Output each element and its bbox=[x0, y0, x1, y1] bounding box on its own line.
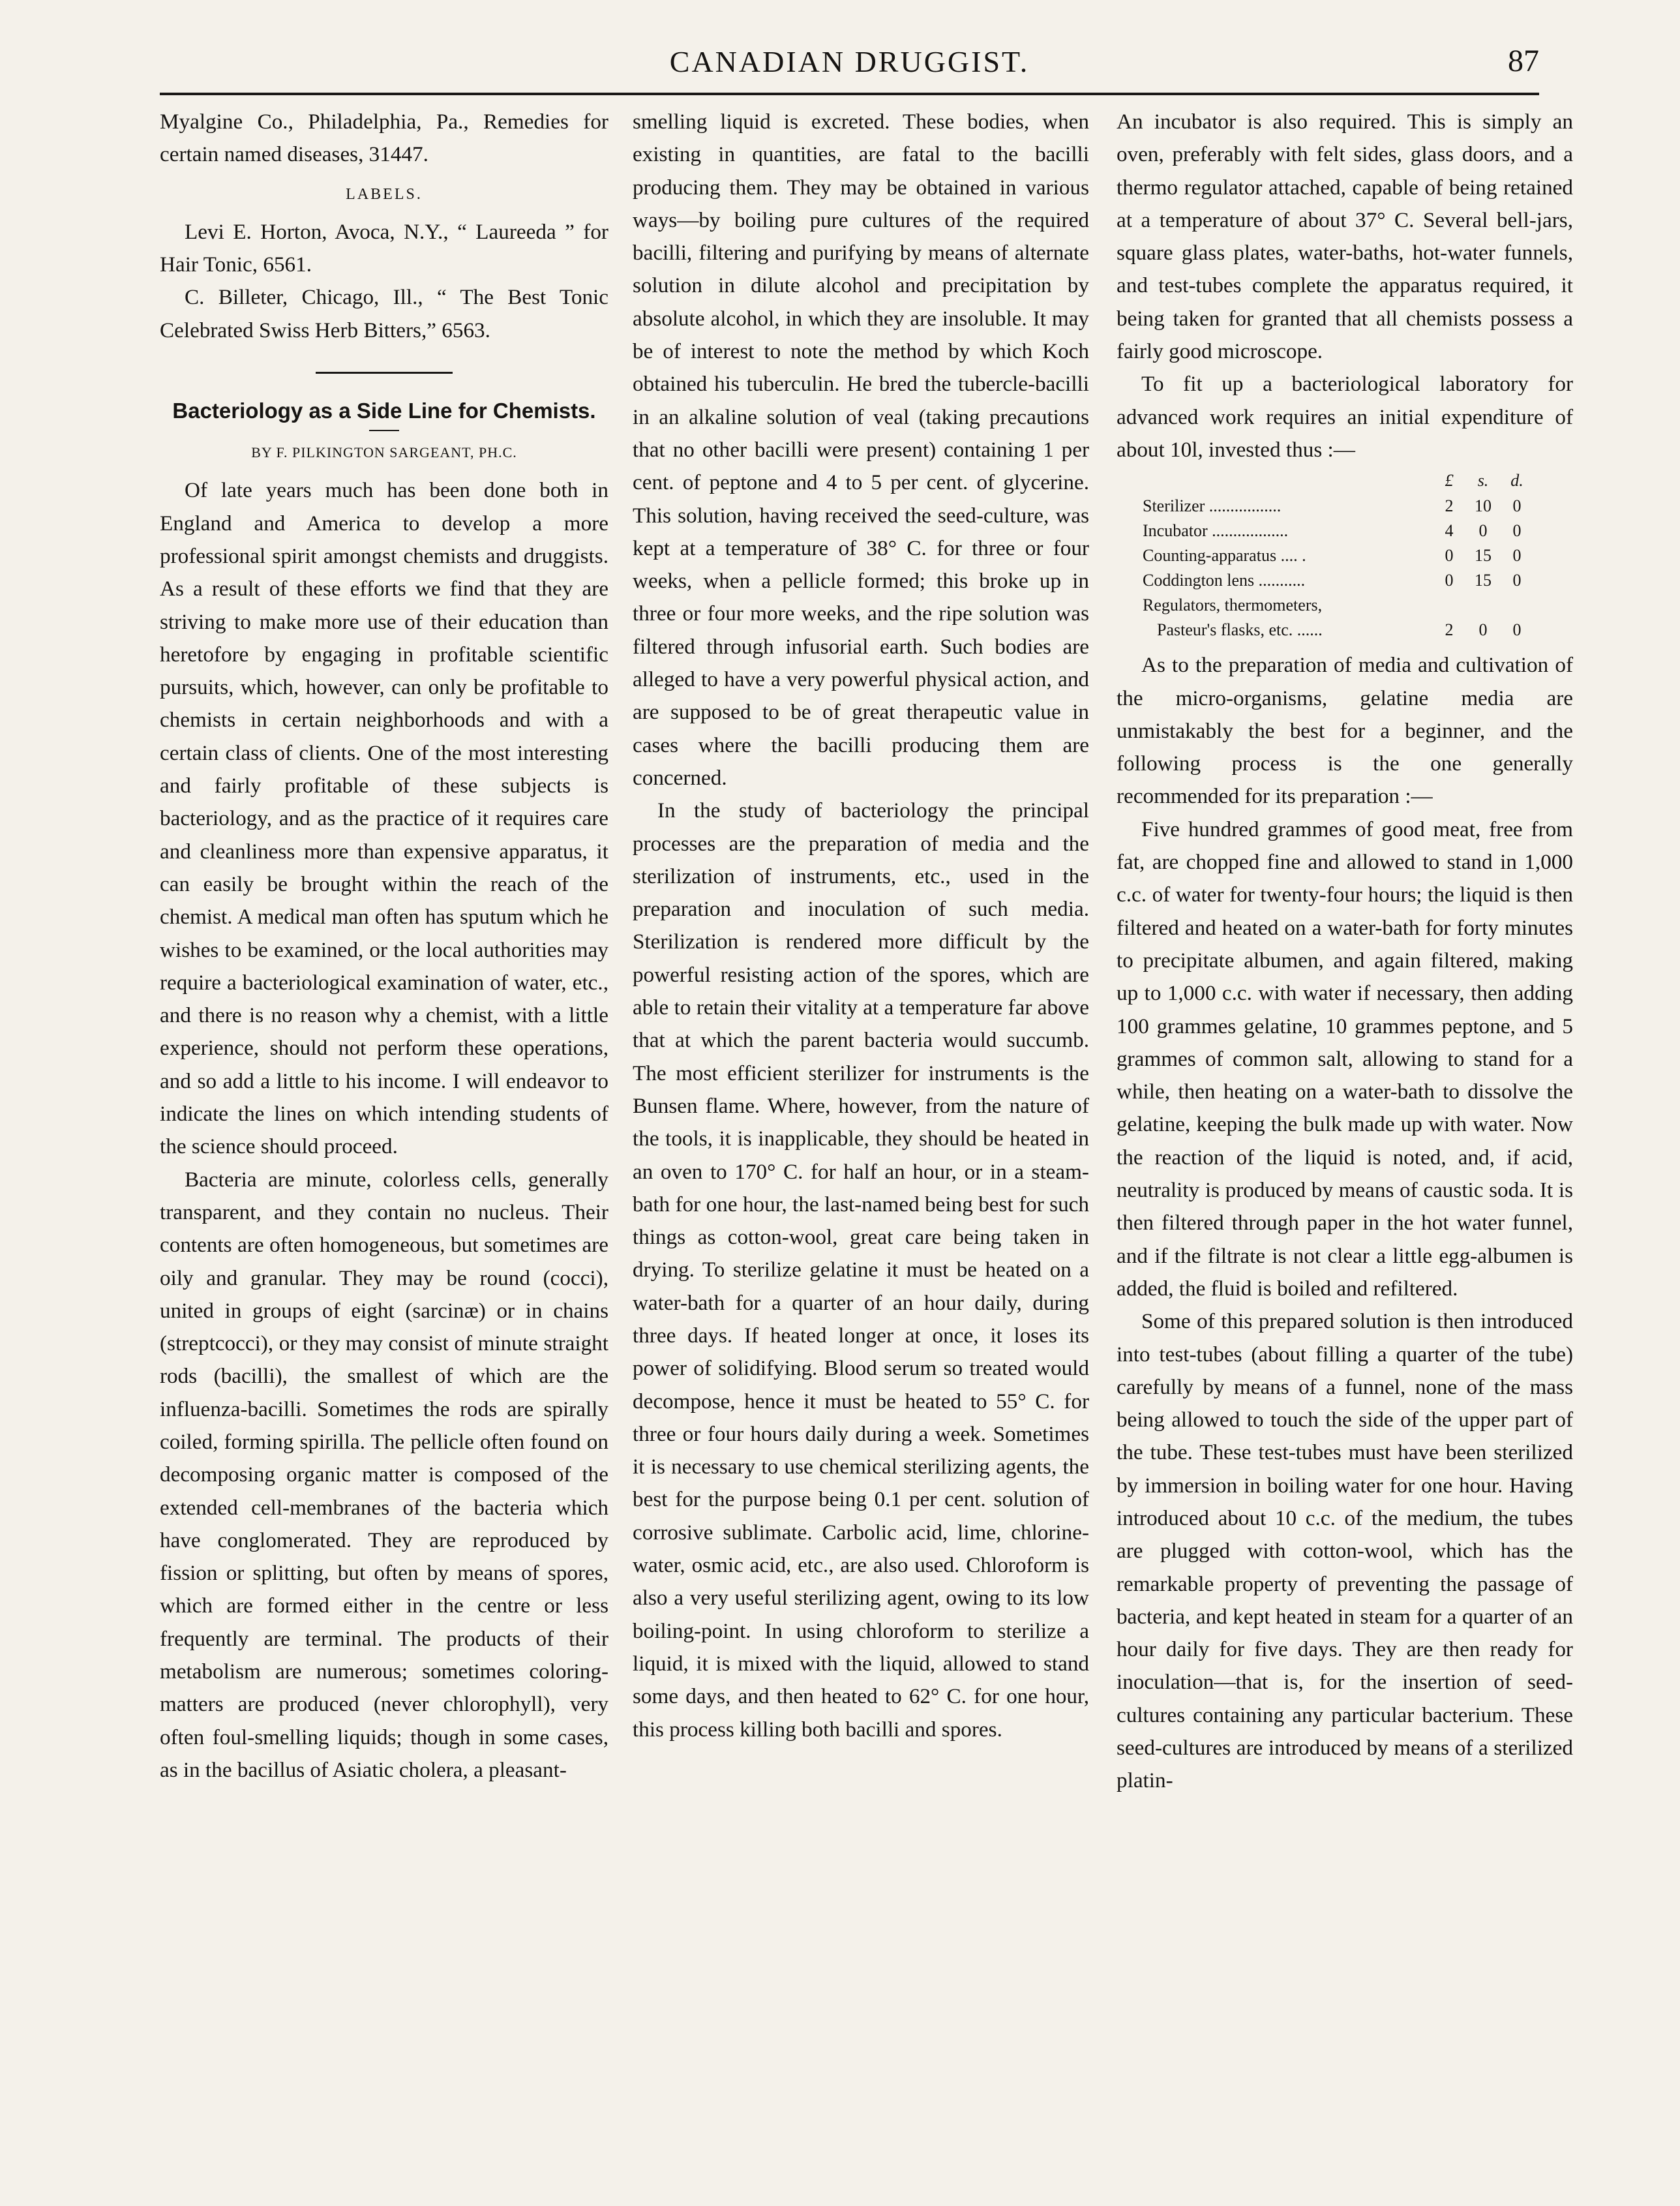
cost-pounds: 4 bbox=[1445, 521, 1454, 541]
cost-shillings: 0 bbox=[1478, 521, 1488, 541]
cost-item: Coddington lens ........... bbox=[1143, 571, 1306, 590]
cost-item: Pasteur's flasks, etc. ...... bbox=[1157, 620, 1323, 640]
cost-pounds: 2 bbox=[1445, 496, 1454, 516]
cost-item: Counting-apparatus .... . bbox=[1143, 546, 1306, 566]
table-row bbox=[1143, 519, 1534, 543]
cost-table bbox=[1143, 468, 1534, 642]
table-row bbox=[1143, 494, 1534, 519]
cost-pence: 0 bbox=[1512, 620, 1522, 640]
cost-pence: 0 bbox=[1512, 496, 1522, 516]
cost-item: Sterilizer ................. bbox=[1143, 496, 1282, 516]
paragraph: As to the preparation of media and cultivation of the micro-organisms, gelatine media are unmistakably the best for a beginner, and the following process is the one generally recommended for its preparation :— bbox=[1117, 653, 1573, 809]
column-1 bbox=[160, 106, 608, 1787]
page-header bbox=[160, 40, 1539, 95]
title-divider bbox=[369, 430, 399, 431]
currency-pounds-header: £ bbox=[1445, 471, 1454, 491]
table-row bbox=[1143, 543, 1534, 568]
currency-shillings-header: s. bbox=[1477, 471, 1489, 491]
cost-item: Regulators, thermometers, bbox=[1143, 596, 1323, 615]
cost-pence: 0 bbox=[1512, 546, 1522, 566]
cost-item: Incubator .................. bbox=[1143, 521, 1289, 541]
cost-shillings: 15 bbox=[1475, 546, 1492, 566]
table-row bbox=[1143, 618, 1534, 642]
paragraph: Of late years much has been done both in England and America to develop a more professional spirit amongst chemists and druggists. As a result of these efforts we find that they are striving to make more use of their education than heretofore by engaging in profitable scientific pursuits, which, however, can only be profitable to chemists in certain neighborhoods and with a certain class of clients. One of the most interesting and fairly profitable of these subjects is bacteriology, and as the practice of it requires care and cleanliness more than expensive apparatus, it can easily be brought within the reach of the chemist. A medical man often has sputum which he wishes to be examined, or the local authorities may require a bacteriological examination of water, etc., and there is no reason why a chemist, with a little experience, should not perform these operations, and so add a little to his income. I will endeavor to indicate the lines on which intending students of the science should proceed. bbox=[160, 478, 608, 1159]
paragraph: Some of this prepared solution is then introduced into test-tubes (about filling a quarter of the tube) carefully by means of a funnel, none of the mass being allowed to touch the side of the upper part of the tube. These test-tubes must have been sterilized by immersion in boiling water for one hour. Having introduced about 10 c.c. of the medium, the tubes are plugged with cotton-wool, which has the remarkable property of preventing the passage of bacteria, and kept heated in steam for a quarter of an hour daily for five days. They are then ready for inoculation—that is, for the insertion of seed-cultures containing any particular bacterium. These seed-cultures are introduced by means of a sterilized platin- bbox=[1117, 1309, 1573, 1793]
column-2 bbox=[633, 106, 1089, 1746]
section-divider bbox=[316, 372, 453, 374]
cost-pounds: 2 bbox=[1445, 620, 1454, 640]
paragraph: An incubator is also required. This is simply an oven, preferably with felt sides, glass doors, and a thermo regulator attached, capable of being retained at a temperature of about 37° C. Several bell-jars, square glass plates, water-baths, hot-water funnels, and test-tubes complete the apparatus required, it being taken for granted that all chemists possess a fairly good microscope. bbox=[1117, 110, 1573, 364]
paragraph: Five hundred grammes of good meat, free from fat, are chopped fine and allowed to stand in 1,000 c.c. of water for twenty-four hours; the liquid is then filtered and heated on a water-bath for forty minutes to precipitate albumen, and again filtered, making up to 1,000 c.c. with water if necessary, then adding 100 grammes gelatine, 10 grammes peptone, and 5 grammes of common salt, allowing to stand for a while, then heating on a water-bath to dissolve the gelatine, keeping the bulk made up with water. Now the reaction of the liquid is noted, and, if acid, neutrality is produced by means of caustic soda. It is then filtered through paper in the hot water funnel, and if the filtrate is not clear a little egg-albumen is added, the fluid is boiled and refiltered. bbox=[1117, 817, 1573, 1301]
table-row bbox=[1143, 568, 1534, 593]
label-entry: Levi E. Horton, Avoca, N.Y., “ Laureeda ” for Hair Tonic, 6561. bbox=[160, 219, 608, 277]
cost-shillings: 10 bbox=[1475, 496, 1492, 516]
trademark-entry: Myalgine Co., Philadelphia, Pa., Remedies for certain named diseases, 31447. bbox=[160, 110, 608, 167]
cost-shillings: 0 bbox=[1478, 620, 1488, 640]
article-title: Bacteriology as a Side Line for Chemists. bbox=[172, 399, 596, 423]
paragraph: Bacteria are minute, colorless cells, generally transparent, and they contain no nucleus. Their contents are often homogeneous, but sometimes are oily and granular. They may be round (cocci), united in groups of eight (sarcinæ) or in chains (streptcocci), or they may consist of minute straight rods (bacilli), the smallest of which are the influenza-bacilli. Sometimes the rods are spirally coiled, forming spirilla. The pellicle often found on decomposing organic matter is composed of the extended cell-membranes of the bacteria which have conglomerated. They are reproduced by fission or splitting, but often by means of spores, which are formed either in the centre or less frequently are terminal. The products of their metabolism are numerous; sometimes coloring-matters are produced (never chlorophyll), very often foul-smelling liquids; though in some cases, as in the bacillus of Asiatic cholera, a pleasant- bbox=[160, 1167, 608, 1782]
cost-pounds bbox=[1432, 593, 1466, 618]
cost-pence: 0 bbox=[1512, 571, 1522, 590]
byline: BY F. PILKINGTON SARGEANT, PH.C. bbox=[251, 444, 517, 461]
cost-table-header bbox=[1143, 468, 1534, 494]
cost-shillings bbox=[1466, 593, 1500, 618]
cost-pounds: 0 bbox=[1445, 546, 1454, 566]
running-title: CANADIAN DRUGGIST. bbox=[669, 45, 1030, 78]
cost-pence bbox=[1500, 593, 1534, 618]
labels-heading: LABELS. bbox=[346, 185, 423, 203]
page-number: 87 bbox=[1508, 44, 1539, 78]
table-row bbox=[1143, 593, 1534, 618]
paragraph: To fit up a bacteriological laboratory for advanced work requires an initial expenditure of about 10l, invested thus :— bbox=[1117, 372, 1573, 462]
label-entry: C. Billeter, Chicago, Ill., “ The Best Tonic Celebrated Swiss Herb Bitters,” 6563. bbox=[160, 285, 608, 342]
cost-shillings: 15 bbox=[1475, 571, 1492, 590]
cost-pence: 0 bbox=[1512, 521, 1522, 541]
paragraph: smelling liquid is excreted. These bodies, when existing in quantities, are fatal to the bacilli producing them. They may be obtained in various ways—by boiling pure cultures of the required bacilli, filtering and purifying by means of alternate solution in dilute alcohol and precipitation by absolute alcohol, in which they are insoluble. It may be of interest to note the method by which Koch obtained his tuberculin. He bred the tubercle-bacilli in an alkaline solution of veal (taking precautions that no other bacilli were present) containing 1 per cent. of peptone and 4 to 5 per cent. of glycerine. This solution, having received the seed-culture, was kept at a temperature of 38° C. for three or four weeks, when a pellicle formed; this broke up in three or four more weeks, and the ripe solution was filtered through infusorial earth. Such bodies are alleged to have a very powerful physical action, and are supposed to be of great therapeutic value in cases where the bacilli producing them are concerned. bbox=[633, 110, 1089, 790]
currency-pence-header: d. bbox=[1510, 471, 1523, 491]
column-3 bbox=[1117, 106, 1573, 1798]
cost-pounds: 0 bbox=[1445, 571, 1454, 590]
paragraph: In the study of bacteriology the principal processes are the preparation of media and the sterilization of instruments, etc., used in the preparation and inoculation of such media. Sterilization is rendered more difficult by the powerful resisting action of the spores, which are able to retain their vitality at a temperature far above that at which the parent bacteria would succumb. The most efficient sterilizer for instruments is the Bunsen flame. Where, however, from the nature of the tools, it is inapplicable, they should be heated in an oven to 170° C. for half an hour, or in a steam-bath for one hour, the last-named being best for such things as cotton-wool, great care being taken in drying. To sterilize gelatine it must be heated on a water-bath for a quarter of an hour daily, during three days. If heated longer at once, it loses its power of solidifying. Blood serum so treated would decompose, hence it must be heated to 55° C. for three or four hours daily during a week. Sometimes it is necessary to use chemical sterilizing agents, the best for the purpose being 0.1 per cent. solution of corrosive sublimate. Carbolic acid, lime, chlorine-water, osmic acid, etc., are also used. Chloroform is also a very useful sterilizing agent, owing to its low boiling-point. In using chloroform to sterilize a liquid, it is mixed with the liquid, allowed to stand some days, and then heated to 62° C. for one hour, this process killing both bacilli and spores. bbox=[633, 798, 1089, 1742]
